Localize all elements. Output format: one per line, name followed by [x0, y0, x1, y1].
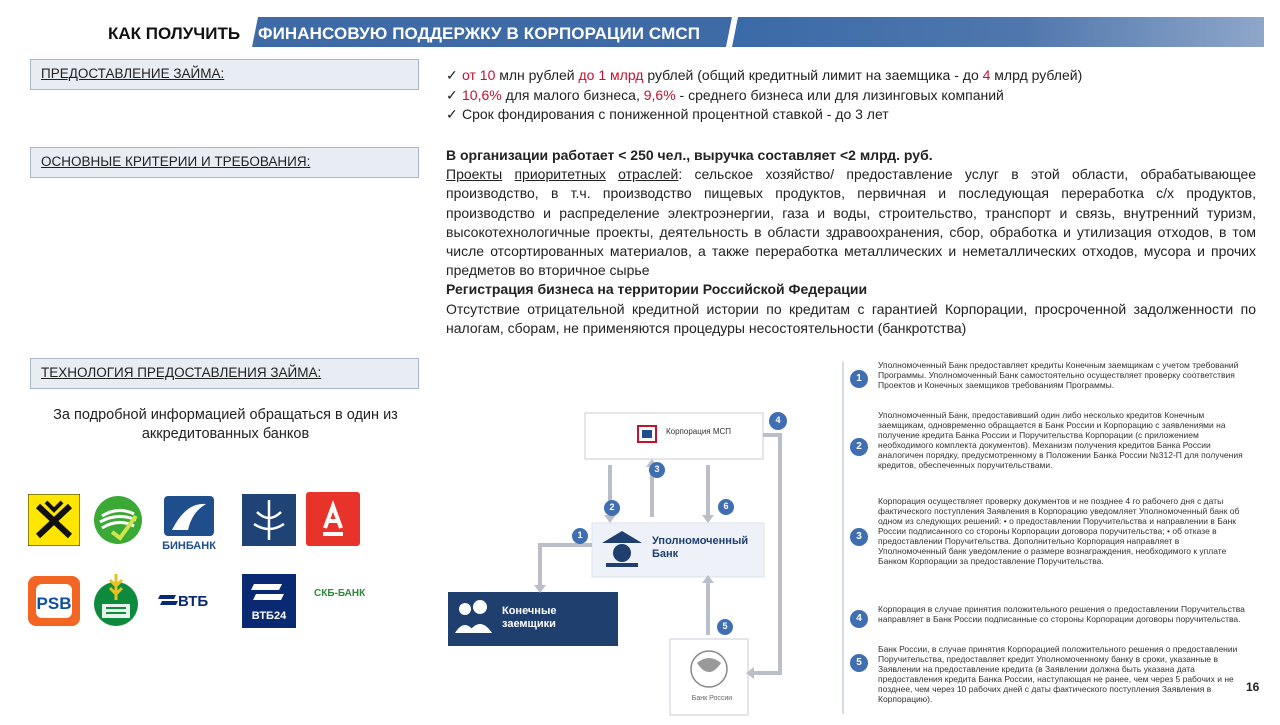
- amount-from: от 10: [462, 67, 496, 83]
- sberbank-logo[interactable]: [90, 494, 146, 546]
- vtb24-label: [242, 610, 296, 622]
- cbr-label: Банк России: [691, 695, 733, 702]
- amount-to: до 1 млрд: [578, 67, 644, 83]
- loan-process-diagram: [440, 405, 800, 720]
- amount-text: млн рублей: [495, 67, 579, 83]
- corp-label: Корпорация МСП: [666, 427, 732, 436]
- badge-6: 6: [723, 501, 729, 511]
- alfa-bank-logo[interactable]: [306, 492, 360, 546]
- bank-shield-logo[interactable]: [242, 494, 296, 546]
- bullet-amount: [446, 66, 1266, 86]
- section-loan-header: ПРЕДОСТАВЛЕНИЕ ЗАЙМА:: [30, 59, 419, 90]
- step-number: 4: [850, 610, 868, 628]
- check-icon: ✓: [446, 106, 458, 122]
- badge-5: 5: [722, 621, 728, 631]
- info-text: За подробной информацией обращаться в один из аккредитованных банков: [53, 407, 398, 442]
- process-steps: [842, 358, 1245, 718]
- vtb-logo[interactable]: [158, 590, 214, 614]
- priority-label-b: приоритетных: [514, 166, 606, 183]
- borrowers-label: Конечные заемщики: [502, 605, 557, 630]
- section-technology-header: ТЕХНОЛОГИЯ ПРЕДОСТАВЛЕНИЯ ЗАЙМА:: [30, 358, 419, 389]
- loan-bullets: [446, 66, 1266, 125]
- page-title-part1: КАК ПОЛУЧИТЬ: [108, 24, 241, 43]
- rosselkhozbank-logo[interactable]: [92, 570, 140, 628]
- priority-label-a: Проекты: [446, 166, 503, 183]
- vtb24-logo[interactable]: [242, 574, 296, 628]
- psb-logo[interactable]: [26, 574, 82, 628]
- step-number: 2: [850, 438, 868, 456]
- section-criteria-header: ОСНОВНЫЕ КРИТЕРИИ И ТРЕБОВАНИЯ:: [30, 147, 419, 178]
- skb-label: СКБ-БАНК: [314, 588, 366, 599]
- binbank-logo[interactable]: [156, 494, 222, 556]
- term-text: Срок фондирования с пониженной процентной ставкой - до 3 лет: [462, 106, 889, 122]
- page-number: 16: [1246, 680, 1260, 694]
- criteria-priority: [446, 165, 1256, 280]
- step-text: Уполномоченный Банк, предоставивший один либо несколько кредитов Конечным заемщикам, одновременно обращается в Банк России и Корпорацию с заявлениями на получение кредита Банка России и Поручительства Корпорации (с приложением необходимого комплекта документов). Механизм получения кредитов Банка России аналогичен порядку, предусмотренному в Положении Банка России №312-П для получения кредитов, обеспеченных поручительствами.: [878, 410, 1243, 470]
- criteria-registration: Регистрация бизнеса на территории Российской Федерации: [446, 281, 868, 298]
- step-number: 1: [850, 370, 868, 388]
- amount-limit: 4: [982, 67, 991, 83]
- page-title-part2: ФИНАНСОВУЮ ПОДДЕРЖКУ В КОРПОРАЦИИ СМСП: [258, 24, 701, 43]
- bank-label: Уполномоченный Банк: [652, 535, 749, 560]
- badge-2: 2: [609, 502, 615, 512]
- steps-divider: [842, 362, 844, 714]
- amount-text2: рублей (общий кредитный лимит на заемщика - до: [643, 67, 983, 83]
- skb-bank-logo[interactable]: [314, 588, 384, 608]
- step-text: Корпорация в случае принятия положительного решения о предоставлении Поручительства направляет в Банк России подписанные со стороны Корпорации договоры поручительства.: [878, 604, 1245, 624]
- rate-medium: 9,6%: [643, 86, 676, 103]
- step-number: 5: [850, 654, 868, 672]
- badge-4: 4: [775, 415, 781, 425]
- rate-small: 10,6%: [462, 86, 502, 103]
- svg-text:PSB: PSB: [36, 594, 72, 613]
- step-text: Уполномоченный Банк предоставляет кредиты Конечным заемщикам с учетом требований Программы. Уполномоченный Банк самостоятельно осуществляет проверку соответствия Проектов и Конечных заемщиков требованиям Программы.: [878, 360, 1239, 390]
- check-icon: ✓: [446, 86, 458, 103]
- rate-text2: - среднего бизнеса или для лизинговых компаний: [675, 86, 1004, 103]
- check-icon: ✓: [446, 67, 458, 83]
- bullet-rate: [446, 86, 1266, 106]
- bullet-term: [446, 105, 1266, 125]
- badge-3: 3: [654, 464, 660, 474]
- amount-text3: млрд рублей): [990, 67, 1083, 83]
- step-text: Корпорация осуществляет проверку документов и не позднее 4 го рабочего дня с даты фактического поступления Заявления в Корпорацию уведомляет Уполномоченный банк об одном из следующих решений: • о предоставлении Поручительства и направлении в Банк России подписанного со стороны Корпорации договора поручительства; • об отказе в предоставлении Поручительства. Дополнительно Корпорация направляет в Уполномоченный банк уведомление о размере вознаграждения, необходимого к уплате Банком Корпорации за предоставление Поручительства.: [878, 496, 1240, 566]
- priority-text: : сельское хозяйство/ предоставление услуг в этой области, обрабатывающее производство, в т.ч. производство пищевых продуктов, первичная и последующая переработка с/х продуктов, производство и распределение электроэнергии, газа и воды, строительство, транспорт и связь, внутренний туризм, высокотехнологичные проекты, деятельность в области здравоохранения, сбор, обработка и утилизация отходов, в том числе отсортированных материалов, а также переработка металлических и неметаллических отходов, мусора и прочих предметов во вторичное сырье: [446, 166, 1257, 279]
- step-number: 3: [850, 528, 868, 546]
- criteria-block: [446, 146, 1256, 338]
- binbank-label: БИНБАНК: [162, 540, 216, 552]
- priority-label-c: отраслей: [618, 166, 679, 183]
- criteria-size: В организации работает < 250 чел., выручка составляет <2 млрд. руб.: [446, 147, 933, 163]
- criteria-history: Отсутствие отрицательной кредитной истории по кредитам с гарантией Корпорации, просроченной задолженности по налогам, сборам, не применяются процедуры несостоятельности (банкротства): [446, 300, 1256, 336]
- rate-text: для малого бизнеса,: [501, 86, 644, 103]
- vtb24-text: ВТБ24: [251, 610, 287, 622]
- step-text: Банк России, в случае принятия Корпорацией положительного решения о предоставлении Поручительства, предоставляет кредит Уполномоченному банку в сроки, указанные в Заявлении на предоставление кредита (в Заявлении должна быть указана дата предоставления кредита Банка России, наступающая не ранее, чем через 5 рабочих и не позднее, чем через 10 рабочих дней с даты фактического поступления Заявления в Корпорацию).: [878, 644, 1238, 704]
- badge-1: 1: [577, 530, 583, 540]
- raiffeisen-logo[interactable]: [28, 494, 80, 546]
- vtb-label: ВТБ: [178, 593, 209, 610]
